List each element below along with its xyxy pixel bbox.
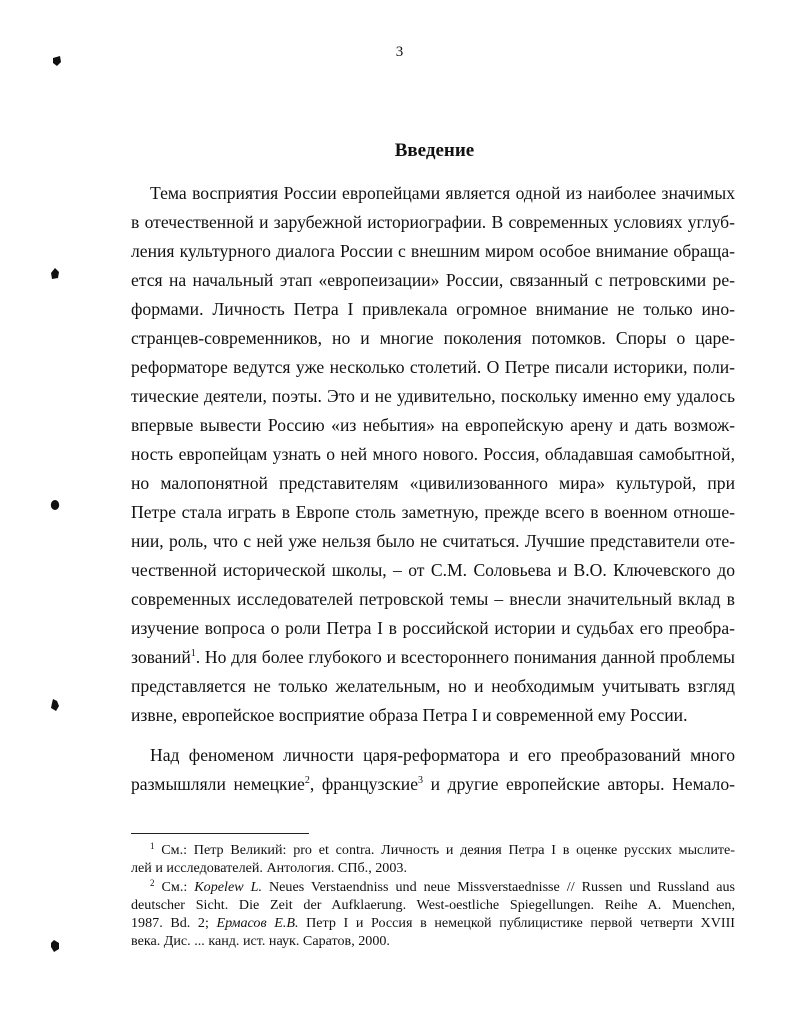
author-name: Ермасов Е.В. [216, 915, 299, 931]
text-line: формами. Личность Петра I привлекала огромное внимание не только ино- [131, 299, 735, 319]
text-line: ется на начальный этап «европеизации» России, связанный с петровскими ре- [131, 270, 735, 290]
text-run: Петр I и Россия в немецкой публицистике первой четверти XVIII [298, 915, 735, 931]
text-line: но малопонятной представителям «цивилизованного мира» культурой, при [131, 473, 735, 493]
page-title: Введение [394, 140, 475, 161]
text-line: представляется не только желательным, но и необходимым учитывать взгляд [131, 676, 735, 696]
text-run: . Но для более глубокого и всестороннего понимания данной проблемы [195, 647, 735, 667]
text-line: впервые вывести Россию «из небытия» на европейскую арену и дать возмож- [131, 415, 735, 435]
author-name: Kopelew L. [194, 879, 262, 895]
binding-hole-icon [50, 268, 60, 280]
text-line: изучение вопроса о роли Петра I в российской истории и судьбах его преобра- [131, 618, 735, 638]
text-line: реформаторе ведутся уже несколько столетий. О Петре писали историки, поли- [131, 357, 735, 377]
text-line: странцев-современников, но и многие поколения потомков. Споры о царе- [131, 328, 735, 348]
text-run: См.: [154, 879, 195, 895]
footnote-ref[interactable]: 3 [418, 775, 424, 786]
text-run: и другие европейские авторы. Немало- [423, 774, 735, 794]
text-run: , французские [309, 774, 419, 794]
text-run: зований [131, 647, 191, 667]
page-number: 3 [395, 44, 404, 60]
text-run: См.: Петр Великий: pro et contra. Личность и деяния Петра I в оценке русских мыслите- [154, 842, 735, 858]
text-line: нии, роль, что с ней уже нельзя было не считаться. Лучшие представители оте- [131, 531, 735, 551]
footnote-ref[interactable]: 2 [304, 775, 310, 786]
footnote-line: deutscher Sicht. Die Zeit der Aufklaerung. West-oestliche Spiegellungen. Reihe A. Muenchen, [131, 897, 735, 913]
text-line: в отечественной и зарубежной историографии. В современных условиях углуб- [131, 212, 735, 232]
text-line: Петре стала играть в Европе столь заметную, прежде всего в военном отноше- [131, 502, 735, 522]
footnote-line [150, 841, 735, 859]
footnote-line: лей и исследователей. Антология. СПб., 2003. [131, 860, 407, 876]
footnote-separator [131, 833, 309, 834]
footnote-mark: 2 [150, 878, 155, 888]
text-run: 1987. Bd. 2; [131, 915, 217, 931]
binding-hole-icon [50, 940, 60, 952]
text-line: Над феноменом личности царя-реформатора и его преобразований много [150, 745, 735, 765]
footnote-line [150, 878, 735, 896]
binding-hole-icon [50, 699, 60, 711]
text-line [131, 772, 735, 796]
text-run: Neues Verstaendniss und neue Missverstaednisse // Russen und Russland aus [261, 879, 735, 895]
text-line: современных исследователей петровской темы – внесли значительный вклад в [131, 589, 735, 609]
text-line [131, 645, 735, 669]
text-line: извне, европейское восприятие образа Петра I и современной ему России. [131, 705, 688, 725]
footnote-line [131, 914, 735, 932]
footnote-line: века. Дис. ... канд. ист. наук. Саратов, 2000. [131, 933, 390, 949]
binding-hole-icon [52, 55, 62, 67]
text-line: тические деятели, поэты. Это и не удивительно, поскольку именно ему удалось [131, 386, 735, 406]
text-line: чественной исторической школы, – от С.М. Соловьева и В.О. Ключевского до [131, 560, 735, 580]
text-line: ность европейцам узнать о ней много нового. Россия, обладавшая самобытной, [131, 444, 735, 464]
text-line: ления культурного диалога России с внешним миром особое внимание обраща- [131, 241, 735, 261]
footnote-ref[interactable]: 1 [190, 648, 196, 659]
text-run: размышляли немецкие [131, 774, 305, 794]
footnote-mark: 1 [150, 841, 155, 851]
binding-hole-icon [50, 499, 60, 511]
text-line: Тема восприятия России европейцами является одной из наиболее значимых [150, 183, 735, 203]
